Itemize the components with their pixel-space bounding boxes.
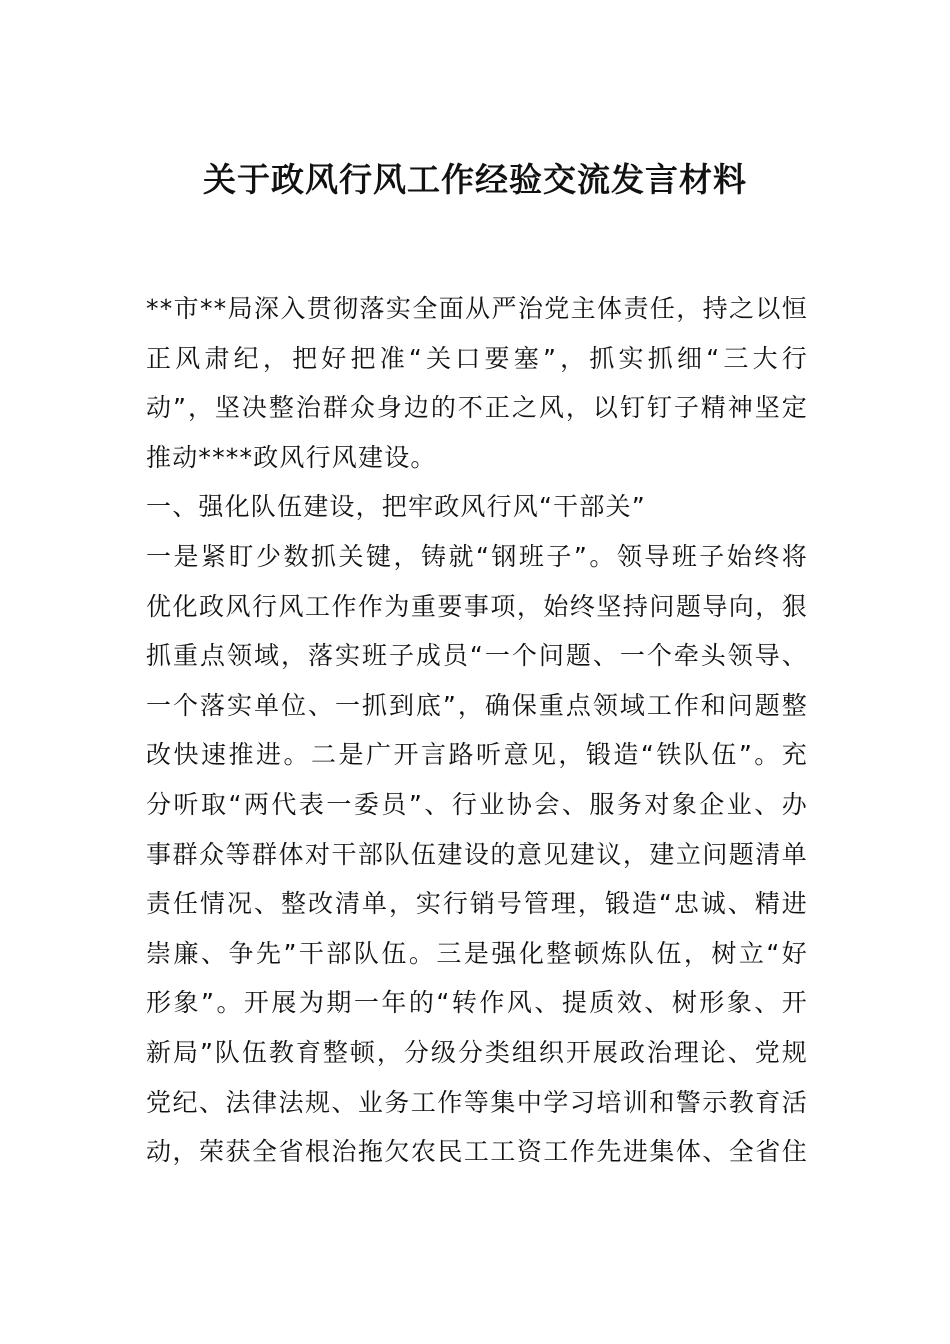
paragraph-line: 新局”队伍教育整顿，分级分类组织开展政治理论、党规 xyxy=(146,1037,808,1067)
document-body xyxy=(146,284,808,1177)
paragraph-line: 形象”。开展为期一年的“转作风、提质效、树形象、开 xyxy=(146,988,808,1018)
paragraph-line: 优化政风行风工作作为重要事项，始终坚持问题导向，狠 xyxy=(146,591,808,621)
paragraph-line: 推动****政风行风建设。 xyxy=(146,442,437,472)
paragraph-line: 一是紧盯少数抓关键，铸就“钢班子”。领导班子始终将 xyxy=(146,541,808,571)
paragraph-line: 分听取“两代表一委员”、行业协会、服务对象企业、办 xyxy=(146,789,808,819)
section-heading: 一、强化队伍建设，把牢政风行风“干部关” xyxy=(146,492,646,522)
paragraph-line: 责任情况、整改清单，实行销号管理，锻造“忠诚、精进 xyxy=(146,889,808,919)
paragraph-line: 崇廉、争先”干部队伍。三是强化整顿炼队伍，树立“好 xyxy=(146,938,808,968)
paragraph-line: **市**局深入贯彻落实全面从严治党主体责任，持之以恒 xyxy=(146,294,808,323)
paragraph-line: 动，荣获全省根治拖欠农民工工资工作先进集体、全省住 xyxy=(146,1137,808,1167)
paragraph-line: 党纪、法律法规、业务工作等集中学习培训和警示教育活 xyxy=(146,1087,808,1117)
paragraph-line: 正风肃纪，把好把准“关口要塞”，抓实抓细“三大行 xyxy=(146,343,808,373)
paragraph-line: 事群众等群体对干部队伍建设的意见建议，建立问题清单 xyxy=(146,839,808,869)
paragraph-line: 一个落实单位、一抓到底”，确保重点领域工作和问题整 xyxy=(146,690,808,720)
paragraph-line: 改快速推进。二是广开言路听意见，锻造“铁队伍”。充 xyxy=(146,740,808,770)
paragraph-line: 动”，坚决整治群众身边的不正之风，以钉钉子精神坚定 xyxy=(146,393,808,423)
document-title: 关于政风行风工作经验交流发言材料 xyxy=(203,160,747,199)
paragraph-line: 抓重点领域，落实班子成员“一个问题、一个牵头领导、 xyxy=(146,641,808,671)
